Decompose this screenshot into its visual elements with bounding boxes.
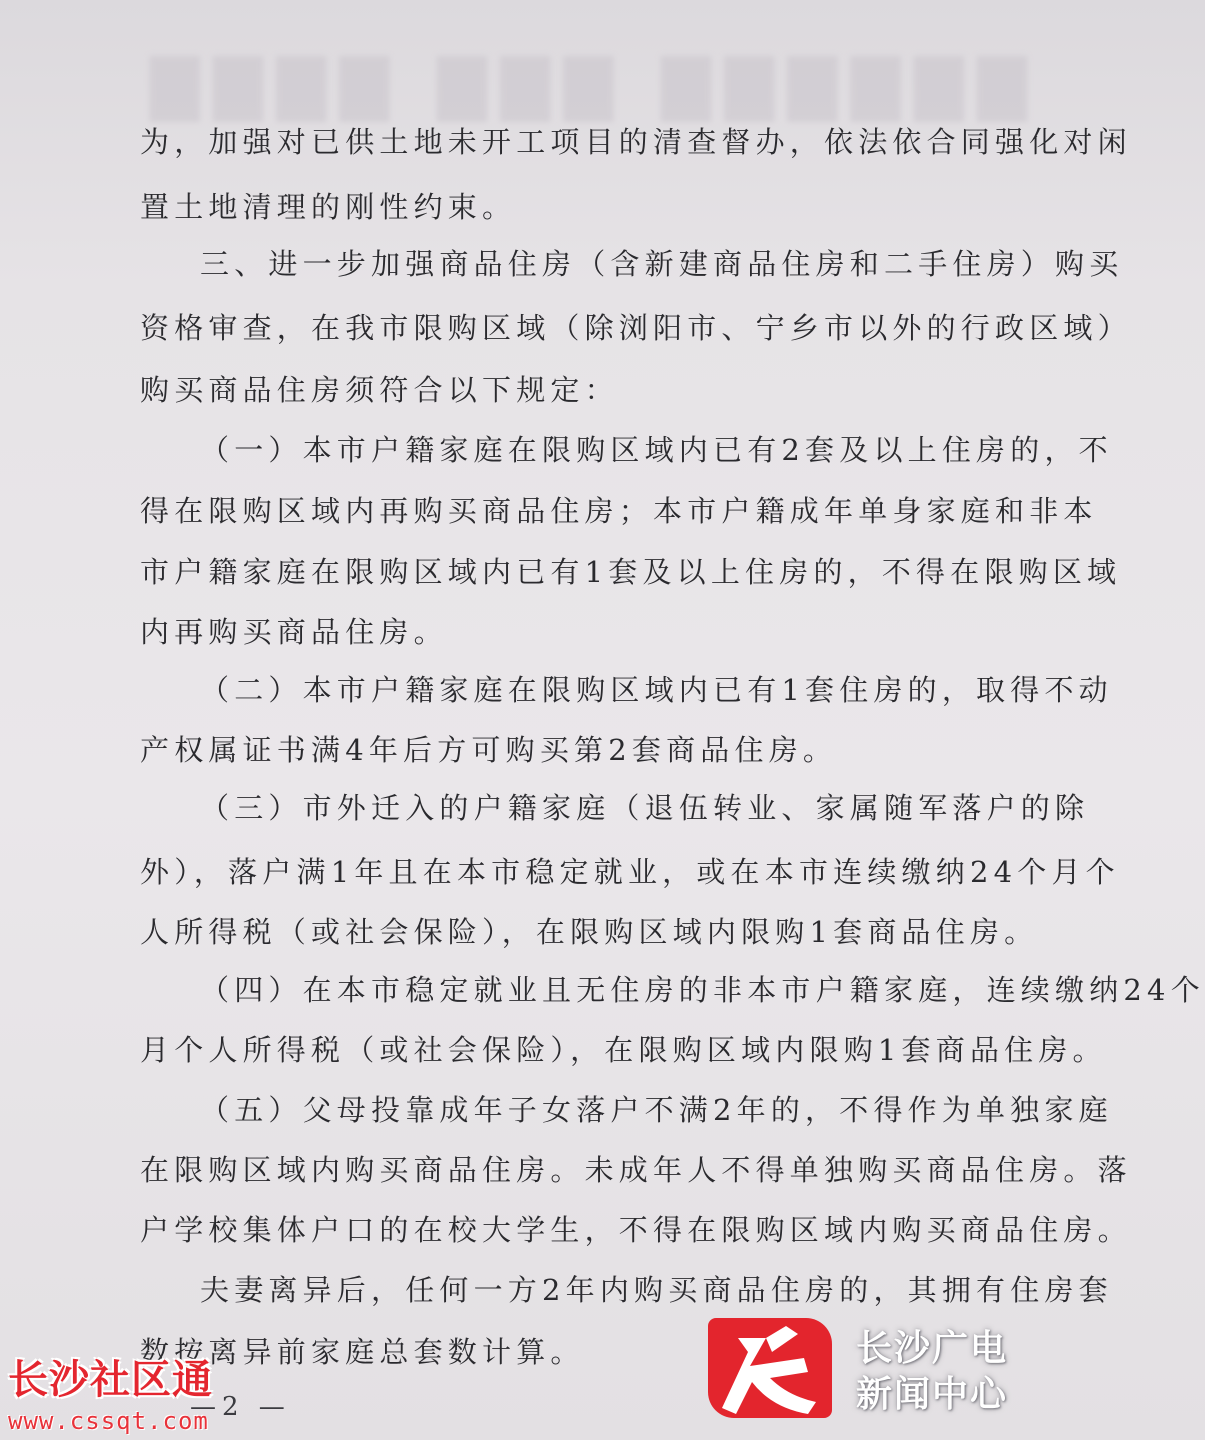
logo-line-2: 新闻中心 [856,1374,1009,1415]
bleed-through-heading: ▇▇▇▇ ▇▇▇ ▇▇▇▇▇▇ [150,48,1041,122]
document-line: 市户籍家庭在限购区域内已有1套及以上住房的，不得在限购区域 [140,555,1122,589]
document-line: 置土地清理的刚性约束。 [140,190,517,224]
site-watermark-name: 长沙社区通 [8,1357,213,1403]
document-line: 人所得税（或社会保险），在限购区域内限购1套商品住房。 [140,915,1039,949]
site-watermark [8,1358,228,1436]
document-line: 购买商品住房须符合以下规定： [140,373,619,407]
document-line: 数按离异前家庭总套数计算。 [140,1335,585,1369]
document-line: 三、进一步加强商品住房（含新建商品住房和二手住房）购买 [200,247,1124,281]
page-number: —2 — [190,1392,291,1422]
document-line: （二）本市户籍家庭在限购区域内已有1套住房的，取得不动 [200,673,1113,707]
document-line: （五）父母投靠成年子女落户不满2年的，不得作为单独家庭 [200,1093,1113,1127]
document-line: 夫妻离异后，任何一方2年内购买商品住房的，其拥有住房套 [200,1273,1113,1307]
document-line: （四）在本市稳定就业且无住房的非本市户籍家庭，连续缴纳24个 [200,973,1205,1007]
site-watermark-url: www.cssqt.com [8,1407,209,1435]
document-line: 资格审查，在我市限购区域（除浏阳市、宁乡市以外的行政区域） [140,311,1132,345]
document-line: 产权属证书满4年后方可购买第2套商品住房。 [140,733,838,767]
document-line: 内再购买商品住房。 [140,615,448,649]
document-line: 户学校集体户口的在校大学生，不得在限购区域内购买商品住房。 [140,1213,1132,1247]
document-line: （一）本市户籍家庭在限购区域内已有2套及以上住房的，不 [200,433,1113,467]
document-line: 在限购区域内购买商品住房。未成年人不得单独购买商品住房。落 [140,1153,1132,1187]
document-line: 外），落户满1年且在本市稳定就业，或在本市连续缴纳24个月个 [140,855,1120,889]
document-line: 为，加强对已供土地未开工项目的清查督办，依法依合同强化对闲 [140,125,1132,159]
document-line: 月个人所得税（或社会保险），在限购区域内限购1套商品住房。 [140,1033,1107,1067]
document-line: （三）市外迁入的户籍家庭（退伍转业、家属随军落户的除 [200,791,1090,825]
broadcaster-logo-text [856,1326,1008,1418]
broadcaster-logo-icon [708,1318,832,1418]
logo-line-1: 长沙广电 [856,1328,1009,1369]
document-line: 得在限购区域内再购买商品住房；本市户籍成年单身家庭和非本 [140,494,1098,528]
